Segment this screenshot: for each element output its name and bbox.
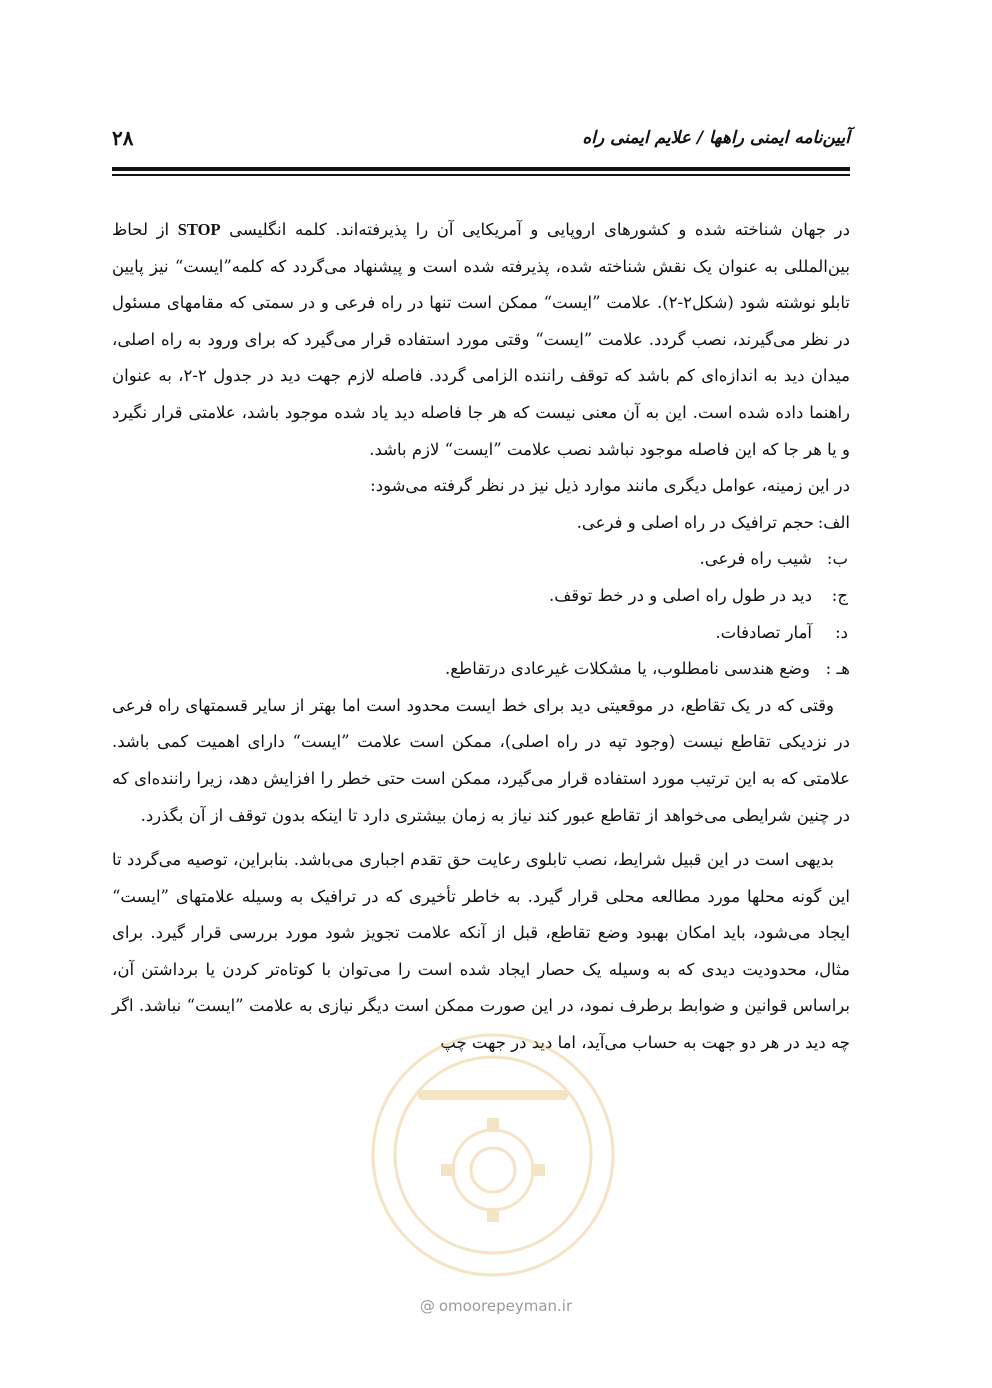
paragraph-1-start: در جهان شناخته شده و کشورهای اروپایی و آمریکایی آن را پذیرفته‌اند. کلمه انگلیسی [220, 220, 850, 239]
list-item-label: هـ : [825, 659, 850, 679]
list-item-label: د: [835, 622, 848, 642]
stop-word: STOP [177, 220, 221, 239]
list-item-label: ج: [831, 585, 848, 605]
footer-watermark-text: omoorepeyman.ir [438, 1297, 573, 1315]
list-item-label: ب: [826, 549, 848, 569]
paragraph-1 [112, 212, 850, 468]
paragraph-gap [112, 834, 850, 842]
intro-line: در این زمینه، عوامل دیگری مانند موارد ذیل نیز در نظر گرفته می‌شود: [370, 476, 850, 496]
list-item-text: حجم ترافیک در راه اصلی و فرعی. [576, 512, 814, 532]
list-item-text: وضع هندسی نامطلوب، یا مشکلات غیرعادی درتقاطع. [445, 659, 810, 679]
list-item-text: شیب راه فرعی. [699, 549, 812, 569]
list-item [112, 505, 850, 542]
body-text [112, 212, 850, 1062]
footer-watermark [0, 1297, 992, 1315]
paragraph-1-rest: بین‌المللی به عنوان یک نقش شناخته شده، پذیرفته شده است و پیشنهاد می‌گردد که کلمه”ایست“ نیز پایین تابلو نوشته شود (شکل۲-۲). علامت ”ایست“ ممکن است تنها در راه فرعی و در سمتی که مقامهای مسئول در نظر می‌گیرند، نصب گردد. علامت ”ایست“ وقتی مورد استفاده قرار می‌گیرد که برای ورود به راه اصلی، میدان دید به اندازه‌ای کم باشد که توقف راننده الزامی گردد. فاصله لازم جهت دید در جدول ۲-۲، به عنوان راهنما داده شده است. این به آن معنی نیست که هر جا فاصله دید یاد شده موجود باشد، علامتی قرار نگیرد و یا هر جا که این فاصله موجود نباشد نصب علامت ”ایست“ لازم باشد. [112, 256, 850, 459]
page-header [112, 128, 850, 158]
watermark-seal-icon [358, 1020, 628, 1290]
running-title: آیین‌نامه ایمنی راهها / علایم ایمنی راه [582, 128, 850, 148]
at-icon: @ [419, 1297, 435, 1315]
list-item-text: آمار تصادفات. [715, 622, 812, 642]
page-number: ۲۸ [112, 126, 134, 150]
list-item [112, 615, 850, 652]
paragraph-2: وقتی که در یک تقاطع، در موقعیتی دید برای خط ایست محدود است اما بهتر از سایر قسمتهای راه فرعی در نزدیکی تقاطع نیست (وجود تپه در راه اصلی)، ممکن است علامت ”ایست“ دارای اهمیت کمی باشد. علامتی که به این ترتیب مورد استفاده قرار می‌گیرد، ممکن است حتی خطر را افزایش دهد، زیرا راننده‌ای که در چنین شرایطی می‌خواهد از تقاطع عبور کند نیاز به زمان بیشتری دارد تا اینکه بدون توقف از آن بگذرد. [112, 695, 850, 825]
list-item-label: الف: [817, 512, 850, 532]
paragraph-3: بدیهی است در این قبیل شرایط، نصب تابلوی رعایت حق تقدم اجباری می‌باشد. بنابراین، توصیه می‌گردد تا این گونه محلها مورد مطالعه محلی قرار گیرد. به خاطر تأخیری که در ترافیک به وسیله علامتهای ”ایست“ ایجاد می‌شود، باید امکان بهبود وضع تقاطع، قبل از آنکه علامت تجویز شود مورد بررسی قرار گیرد. برای مثال، محدودیت دیدی که به وسیله یک حصار ایجاد شده است را می‌توان با کوتاه‌تر کردن یا برداشتن آن، براساس قوانین و ضوابط برطرف نمود، در این صورت ممکن است دیگر نیازی به علامت ”ایست“ نباشد. اگر چه دید در هر دو جهت به حساب می‌آید، اما دید در جهت چپ [112, 850, 850, 1053]
header-rule-thin [112, 174, 850, 176]
paragraph-1-after-stop: از لحاظ [112, 220, 178, 239]
list-item [112, 651, 850, 688]
header-rule-thick [112, 167, 850, 171]
list-item-text: دید در طول راه اصلی و در خط توقف. [548, 585, 812, 605]
list-item [112, 541, 850, 578]
list-item [112, 578, 850, 615]
